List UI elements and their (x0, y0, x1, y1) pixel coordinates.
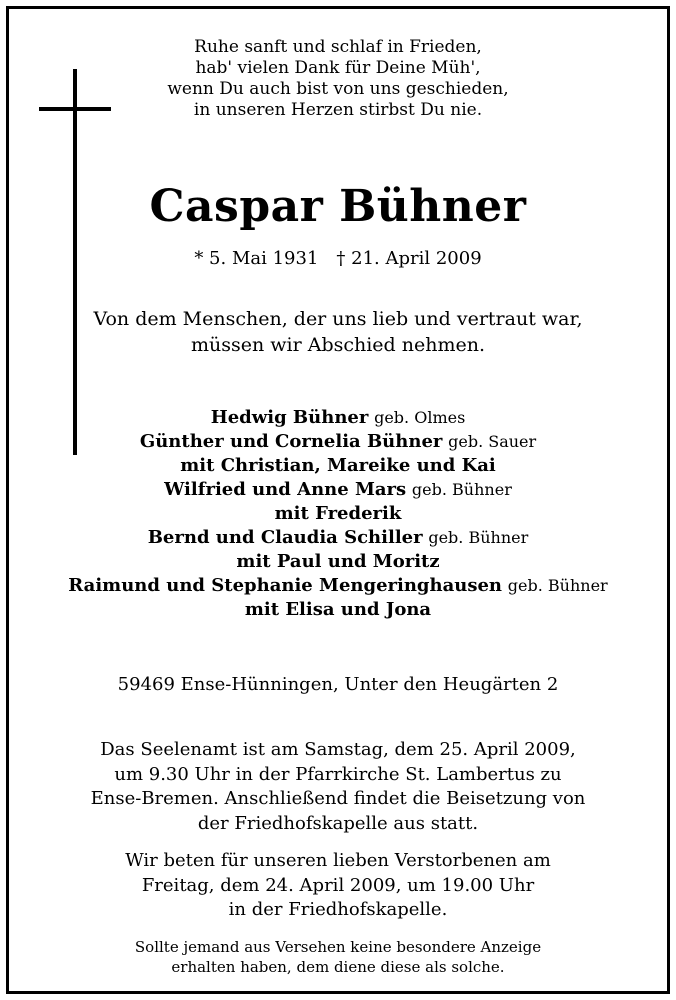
poem-line: hab' vielen Dank für Deine Müh', (195, 58, 481, 78)
farewell-line: müssen wir Abschied nehmen. (190, 334, 486, 356)
note-line: Sollte jemand aus Versehen keine besondere Anzeige (134, 938, 542, 956)
family-names: Bernd und Claudia Schiller (147, 527, 423, 548)
family-row (9, 574, 667, 598)
obituary-notice (6, 6, 670, 994)
family-names: Raimund und Stephanie Mengeringhausen (68, 575, 503, 596)
family-names: mit Frederik (274, 503, 402, 524)
maiden-name: geb. Bühner (428, 528, 529, 547)
address: 59469 Ense-Hünningen, Unter den Heugärten 2 (117, 674, 559, 695)
maiden-name: geb. Sauer (448, 432, 537, 451)
life-dates (9, 247, 667, 271)
cross-horizontal-bar (39, 107, 111, 111)
maiden-name: geb. Bühner (411, 480, 512, 499)
prayer-line: Wir beten für unseren lieben Verstorbenen am (125, 850, 551, 871)
family-names: Hedwig Bühner (210, 407, 369, 428)
family-row (9, 550, 667, 574)
service-line: um 9.30 Uhr in der Pfarrkirche St. Lambertus zu (114, 763, 562, 785)
family-row (9, 406, 667, 430)
prayer-line: in der Friedhofskapelle. (228, 899, 448, 920)
family-names: Günther und Cornelia Bühner (139, 431, 443, 452)
family-list (9, 406, 667, 622)
family-names: Wilfried und Anne Mars (164, 479, 407, 500)
poem-line: wenn Du auch bist von uns geschieden, (167, 79, 509, 99)
family-row (9, 478, 667, 502)
prayer-line: Freitag, dem 24. April 2009, um 19.00 Uhr (141, 874, 535, 896)
closing-note (9, 937, 667, 977)
family-row (9, 598, 667, 622)
family-names: mit Elisa und Jona (244, 599, 432, 620)
maiden-name: geb. Olmes (374, 408, 466, 427)
death-date: † 21. April 2009 (336, 248, 482, 269)
family-row (9, 526, 667, 550)
service-line: der Friedhofskapelle aus statt. (197, 812, 479, 834)
family-row (9, 502, 667, 526)
farewell-text (9, 306, 667, 358)
note-line: erhalten haben, dem diene diese als solche. (171, 958, 505, 976)
farewell-line: Von dem Menschen, der uns lieb und vertraut war, (93, 308, 583, 330)
birth-date: * 5. Mai 1931 (194, 248, 319, 269)
maiden-name: geb. Bühner (507, 576, 608, 595)
family-names: mit Christian, Mareike und Kai (180, 455, 496, 476)
service-info (9, 738, 667, 836)
family-row (9, 430, 667, 454)
poem-line: in unseren Herzen stirbst Du nie. (193, 100, 483, 120)
deceased-name: Caspar Bühner (149, 181, 527, 232)
service-line: Ense-Bremen. Anschließend findet die Beisetzung von (90, 788, 586, 809)
family-row (9, 454, 667, 478)
service-line: Das Seelenamt ist am Samstag, dem 25. April 2009, (100, 739, 576, 760)
family-names: mit Paul und Moritz (236, 551, 440, 572)
prayer-info (9, 849, 667, 923)
poem-line: Ruhe sanft und schlaf in Frieden, (194, 37, 482, 57)
